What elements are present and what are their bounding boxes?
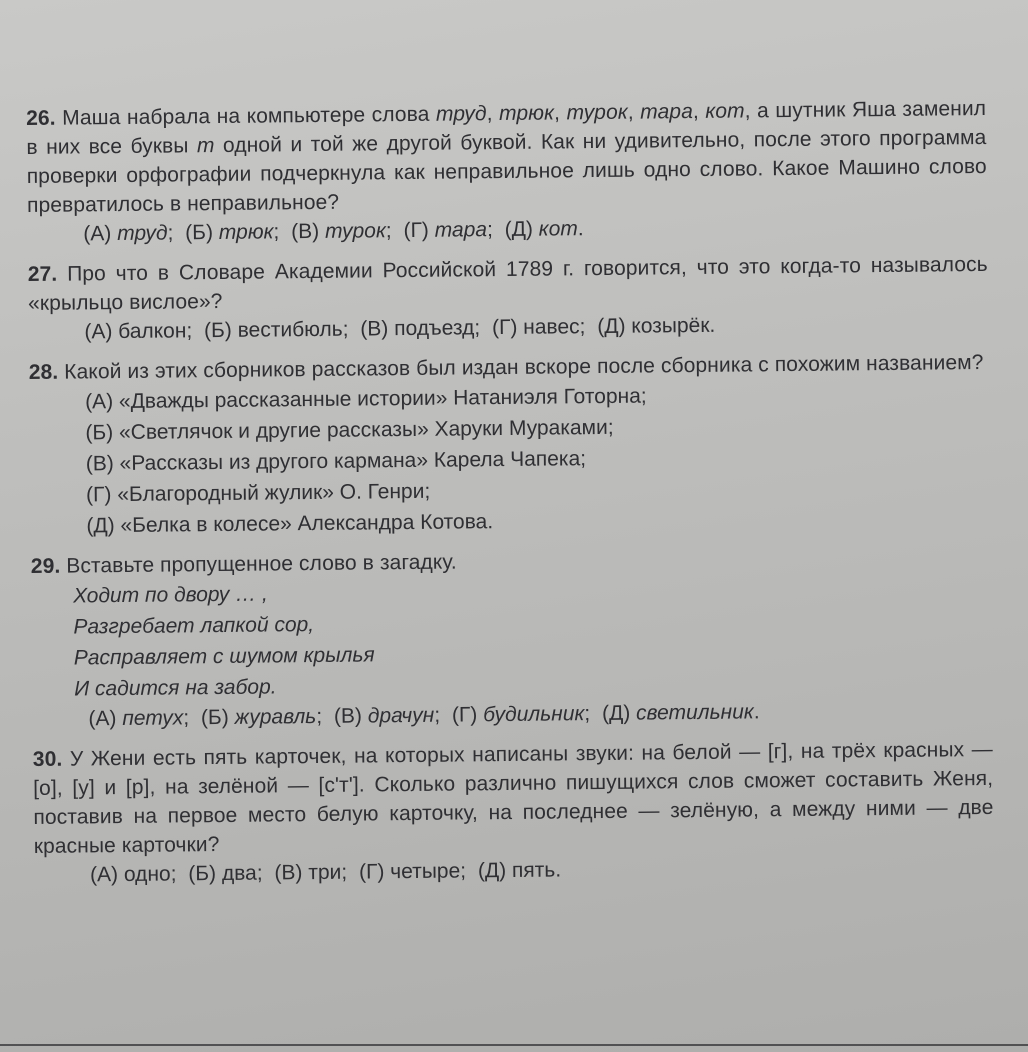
- question-27-text: 27. Про что в Словаре Академии Российской 1789 г. говорится, что это когда-то называлось «крыльцо вислое»?: [27, 252, 988, 315]
- option-v: (В) турок;: [291, 219, 392, 244]
- letter-t: т: [196, 134, 215, 158]
- bottom-rule: [0, 1044, 1028, 1046]
- question-29: [31, 542, 993, 735]
- word-trud: труд: [435, 102, 487, 126]
- word-turok: турок: [566, 100, 628, 125]
- question-26-text: 26. Маша набрала на компьютере слова труд, трюк, турок, тара, кот, а шутник Яша заменил в них все буквы т одной и той же другой буквой. Как ни удивительно, после этого программа проверки орфографии подчеркнула как неправильное лишь одно слово. Какое Машино слово превратилось в неправильное?: [26, 96, 987, 217]
- option-b: (Б) «Светлячок и другие рассказы» Харуки Мураками;: [85, 415, 614, 445]
- word-tara: тара: [640, 100, 694, 124]
- question-number: 29.: [30, 554, 61, 578]
- question-29-text: 29. Вставьте пропущенное слово в загадку.: [30, 550, 457, 578]
- question-27: [28, 250, 989, 348]
- option-a: (А) петух;: [88, 706, 190, 731]
- question-number: 27.: [27, 262, 58, 286]
- option-g: (Г) «Благородный жулик» О. Генри;: [85, 479, 431, 507]
- question-number: 28.: [28, 360, 59, 384]
- option-b: (Б) трюк;: [185, 220, 280, 245]
- question-28: [29, 348, 991, 542]
- option-v: (В) драчун;: [333, 703, 441, 728]
- option-d: (Д) светильник.: [601, 700, 760, 726]
- option-v: (В) подъезд;: [360, 316, 481, 341]
- option-d: (Д) козырёк.: [597, 313, 716, 339]
- question-26: [26, 94, 987, 250]
- option-d: (Д) пять.: [477, 858, 562, 883]
- riddle-line: И садится на забор.: [74, 675, 277, 701]
- option-b: (Б) два;: [188, 861, 263, 886]
- riddle-line: Ходит по двору … ,: [73, 582, 268, 608]
- option-d: (Д) кот.: [504, 217, 584, 241]
- option-v: (В) «Рассказы из другого кармана» Карела Чапека;: [85, 447, 587, 476]
- option-v: (В) три;: [274, 860, 348, 885]
- option-a: (А) балкон;: [84, 319, 193, 344]
- question-number: 30.: [32, 747, 63, 771]
- question-number: 26.: [26, 106, 56, 130]
- question-28-text: 28. Какой из этих сборников рассказов был издан вскоре после сборника с похожим названием?: [28, 350, 984, 384]
- question-30: [33, 735, 994, 891]
- option-b: (Б) журавль;: [200, 704, 323, 730]
- option-a: (А) одно;: [89, 862, 177, 887]
- question-list: [26, 94, 994, 901]
- word-tryuk: трюк: [498, 101, 555, 126]
- riddle-line: Расправляет с шумом крылья: [73, 643, 375, 670]
- option-g: (Г) навес;: [491, 315, 586, 340]
- option-g: (Г) будильник;: [451, 702, 591, 727]
- option-d: (Д) «Белка в колесе» Александра Котова.: [86, 510, 494, 538]
- question-30-text: 30. У Жени есть пять карточек, на которых написаны звуки: на белой — [г], на трёх красных — [о], [у] и [р], на зелёной — [с'т']. Сколько различно пишущихся слов сможет составить Женя, поставив на первое место белую карточку, на последнее — зелёную, а между ними — две красные карточки?: [32, 737, 994, 858]
- option-a: (А) «Дважды рассказанные истории» Натаниэля Готорна;: [85, 384, 647, 414]
- option-a: (А) труд;: [83, 221, 174, 246]
- riddle-line: Разгребает лапкой сор,: [73, 613, 315, 639]
- word-kot: кот: [705, 99, 745, 123]
- option-b: (Б) вестибюль;: [203, 317, 349, 343]
- option-g: (Г) тара;: [403, 218, 493, 243]
- option-g: (Г) четыре;: [358, 859, 467, 884]
